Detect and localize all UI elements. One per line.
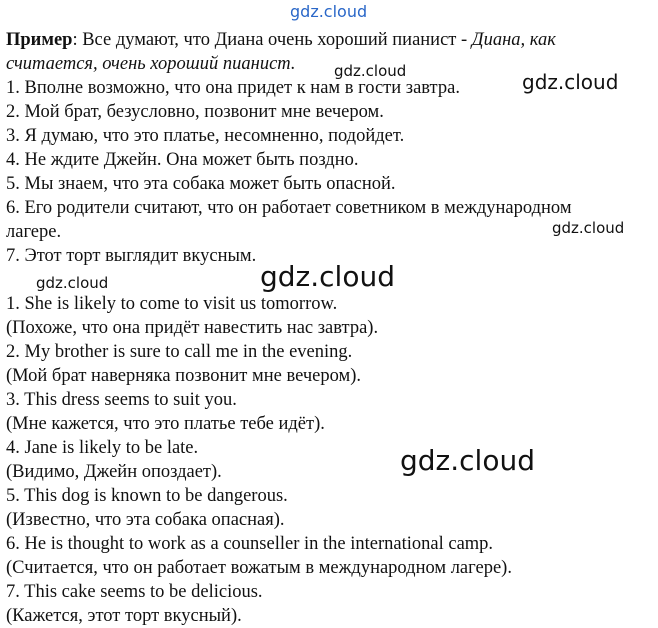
watermark-5: gdz.cloud [260,260,395,293]
example-colon: : [72,30,78,50]
task-ru-7: 7. Этот торт выглядит вкусным. [6,246,257,266]
task-ru-2: 2. Мой брат, безусловно, позвонит мне вечером. [6,102,384,122]
answer-1: 1. She is likely to come to visit us tomorrow. [6,294,338,314]
task-ru-1: 1. Вполне возможно, что она придет к нам в гости завтра. [6,78,460,98]
task-ru-3: 3. Я думаю, что это платье, несомненно, подойдет. [6,126,405,146]
answer-7-translation: (Кажется, этот торт вкусный). [6,606,242,626]
example-line [6,28,556,52]
answer-5: 5. This dog is known to be dangerous. [6,486,288,506]
watermark-6: gdz.cloud [400,444,535,477]
example-label: Пример [6,30,73,50]
answer-4-translation: (Видимо, Джейн опоздает). [6,462,222,482]
watermark-top: gdz.cloud [290,2,368,21]
watermark-3: gdz.cloud [552,219,625,237]
answer-6: 6. He is thought to work as a counseller in the international camp. [6,534,494,554]
answer-7: 7. This cake seems to be delicious. [6,582,263,602]
answer-3: 3. This dress seems to suit you. [6,390,237,410]
answer-5-translation: (Известно, что эта собака опасная). [6,510,285,530]
watermark-2: gdz.cloud [522,70,619,94]
answer-3-translation: (Мне кажется, что это платье тебе идёт). [6,414,325,434]
answer-2: 2. My brother is sure to call me in the evening. [6,342,353,362]
answer-1-translation: (Похоже, что она придёт навестить нас завтра). [6,318,379,338]
answer-6-translation: (Считается, что он работает вожатым в международном лагере). [6,558,512,578]
example-answer-start: Диана, как [471,30,556,50]
watermark-1: gdz.cloud [334,62,407,80]
watermark-4: gdz.cloud [36,274,109,292]
answer-2-translation: (Мой брат наверняка позвонит мне вечером). [6,366,361,386]
task-ru-5: 5. Мы знаем, что эта собака может быть опасной. [6,174,396,194]
task-ru-6: 6. Его родители считают, что он работает советником в международном [6,198,572,218]
task-ru-6-cont: лагере. [6,222,62,242]
example-sentence: Все думают, что Диана очень хороший пианист - [77,30,472,50]
task-ru-4: 4. Не ждите Джейн. Она может быть поздно. [6,150,359,170]
answer-4: 4. Jane is likely to be late. [6,438,199,458]
example-answer-end: считается, очень хороший пианист. [6,54,296,74]
